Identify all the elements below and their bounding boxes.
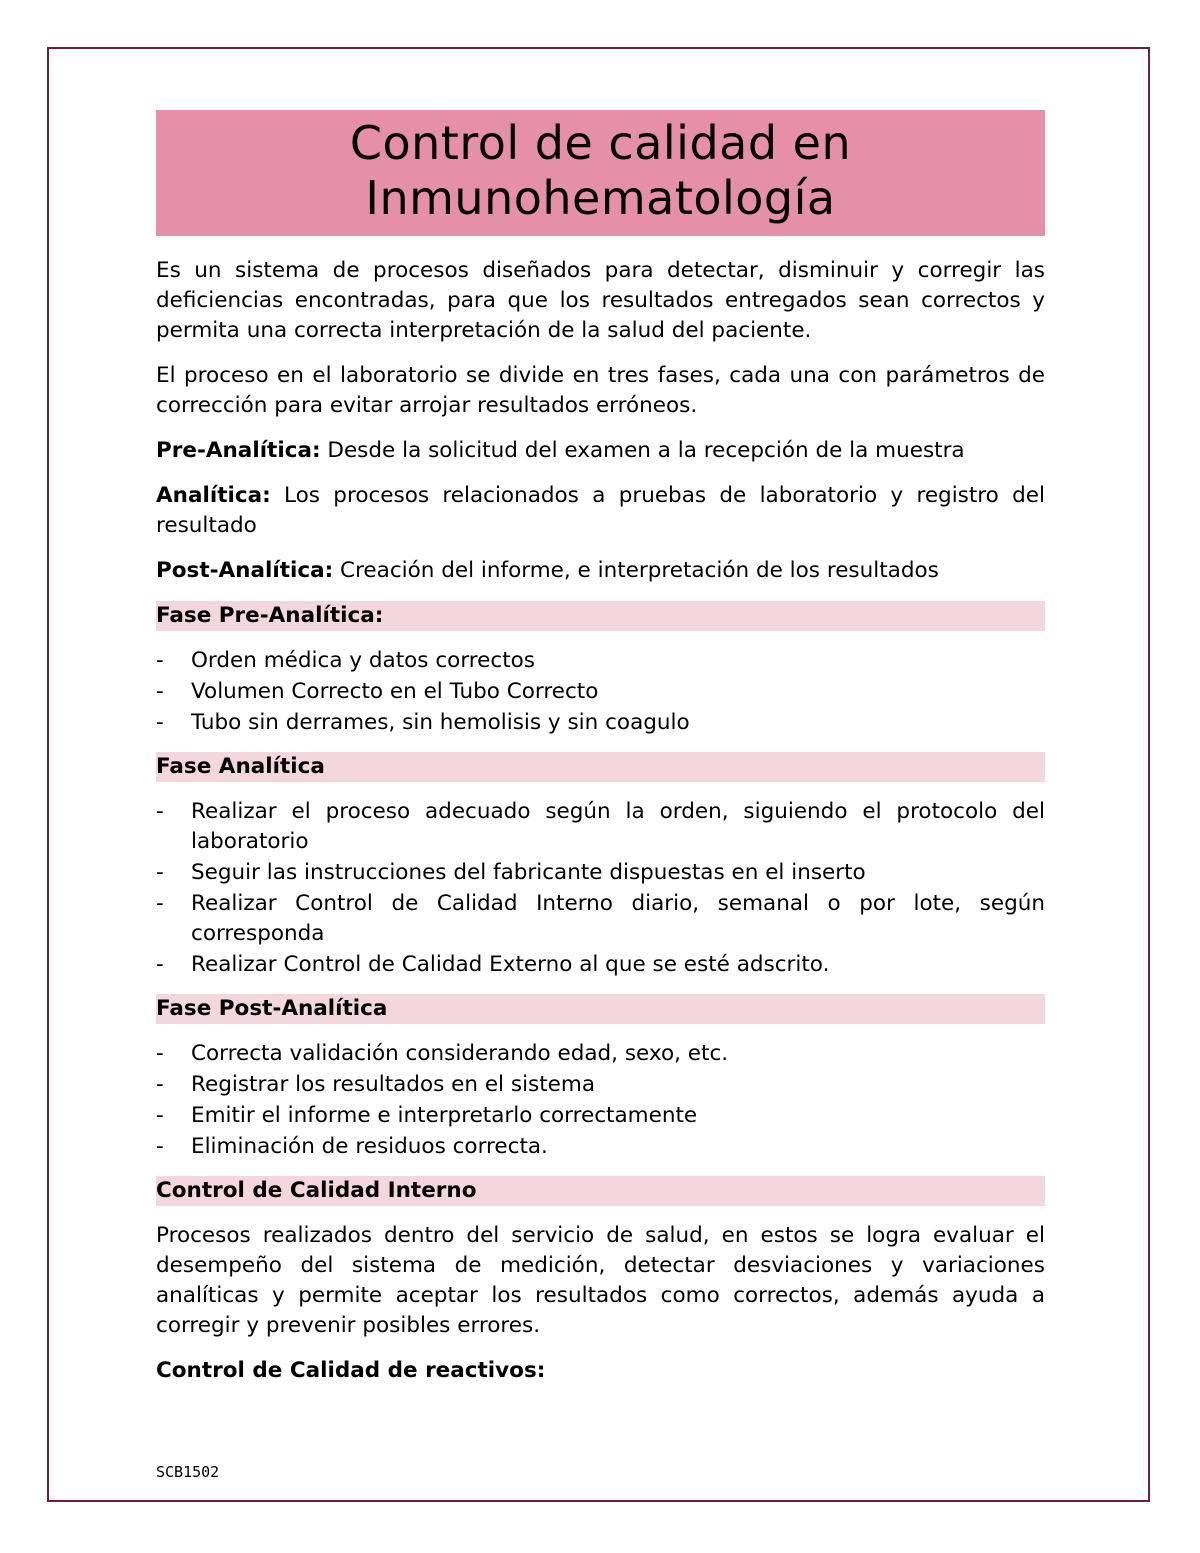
phase-label: Pre-Analítica: [156,438,321,463]
dash-bullet: - [156,799,164,824]
list-item [156,797,1045,857]
analitica-list [156,797,1045,980]
list-item [156,858,1045,888]
intro-paragraph-2: El proceso en el laboratorio se divide en tres fases, cada una con parámetros de corrección para evitar arrojar resultados erróneos. [156,363,1045,418]
phase-post-analitica [156,556,1045,586]
list-item-text: Correcta validación considerando edad, sexo, etc. [191,1041,729,1066]
title-line-1: Control de calidad en [349,116,852,170]
phase-text: Los procesos relacionados a pruebas de laboratorio y registro del resultado [156,483,1045,538]
list-item [156,950,1045,980]
dash-bullet: - [156,679,164,704]
dash-bullet: - [156,952,164,977]
list-item [156,1070,1045,1100]
phase-analitica [156,481,1045,541]
phase-label: Analítica: [156,483,271,508]
list-item [156,1101,1045,1131]
list-item [156,646,1045,676]
intro-paragraph-1: Es un sistema de procesos diseñados para detectar, disminuir y corregir las deficiencias encontradas, para que los resultados entregados sean correctos y permita una correcta interpretación de la salud del paciente. [156,258,1045,343]
control-interno-paragraph: Procesos realizados dentro del servicio de salud, en estos se logra evaluar el desempeño del sistema de medición, detectar desviaciones y variaciones analíticas y permite aceptar los resultados como correctos, además ayuda a corregir y prevenir posibles errores. [156,1223,1045,1338]
reactivos-heading: Control de Calidad de reactivos: [156,1358,546,1383]
list-item-text: Volumen Correcto en el Tubo Correcto [191,679,599,704]
list-item-text: Tubo sin derrames, sin hemolisis y sin coagulo [191,710,690,735]
phase-pre-analitica [156,436,1045,466]
title-line-2: Inmunohematología [365,171,836,225]
document-title [156,110,1045,236]
post-analitica-list [156,1039,1045,1162]
dash-bullet: - [156,648,164,673]
list-item [156,1132,1045,1162]
list-item-text: Realizar Control de Calidad Interno diario, semanal o por lote, según corresponda [191,891,1045,946]
dash-bullet: - [156,1041,164,1066]
list-item [156,677,1045,707]
list-item-text: Eliminación de residuos correcta. [191,1134,548,1159]
dash-bullet: - [156,1072,164,1097]
list-item-text: Seguir las instrucciones del fabricante dispuestas en el inserto [191,860,866,885]
pre-analitica-list [156,646,1045,738]
section-header-post-analitica: Fase Post-Analítica [156,994,1045,1024]
section-header-control-interno: Control de Calidad Interno [156,1176,1045,1206]
dash-bullet: - [156,891,164,916]
document-content [156,110,1045,1386]
phase-text: Desde la solicitud del examen a la recepción de la muestra [320,438,965,463]
phase-label: Post-Analítica: [156,558,334,583]
section-header-analitica: Fase Analítica [156,752,1045,782]
list-item-text: Emitir el informe e interpretarlo correctamente [191,1103,698,1128]
dash-bullet: - [156,860,164,885]
dash-bullet: - [156,710,164,735]
list-item-text: Realizar Control de Calidad Externo al que se esté adscrito. [191,952,830,977]
list-item [156,889,1045,949]
list-item [156,708,1045,738]
dash-bullet: - [156,1103,164,1128]
section-header-pre-analitica: Fase Pre-Analítica: [156,601,1045,631]
list-item-text: Orden médica y datos correctos [191,648,535,673]
footer-code: SCB1502 [156,1463,220,1481]
list-item-text: Realizar el proceso adecuado según la orden, siguiendo el protocolo del laboratorio [191,799,1045,854]
list-item-text: Registrar los resultados en el sistema [191,1072,596,1097]
list-item [156,1039,1045,1069]
phase-text: Creación del informe, e interpretación de los resultados [333,558,939,583]
dash-bullet: - [156,1134,164,1159]
